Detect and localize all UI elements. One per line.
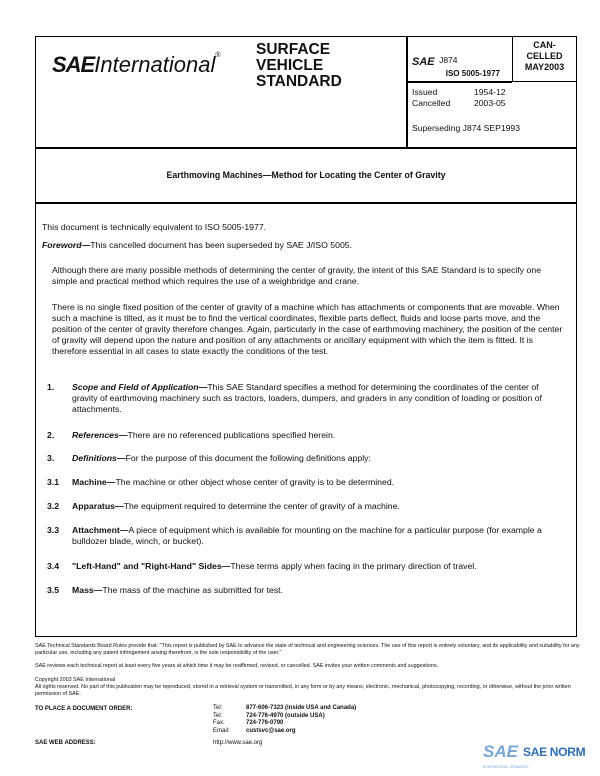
email-link[interactable]: custsvc@sae.org [246,727,296,734]
tel-2: 724-776-4970 (outside USA) [246,712,325,719]
fax: 724-776-0790 [246,720,284,726]
status-badge [512,40,577,73]
section-number: 2. [47,430,55,440]
section-heading: Mass— [72,585,103,595]
header-divider-horizontal [406,81,512,83]
watermark-sae: SAE [483,742,518,761]
standard-line-2: VEHICLE [256,57,324,74]
superseding: Superseding J874 SEP1993 [412,123,520,133]
iso-number: ISO 5005-1977 [445,69,500,78]
section-number: 3. [47,453,55,463]
section-3-1 [47,477,563,488]
standard-line-3: STANDARD [256,73,342,90]
status-line-2: CELLED [526,51,563,61]
issued-label: Issued [412,87,438,97]
standard-type [256,42,342,90]
section-text: This SAE Standard specifies a method for determining the coordinates of the center of gravity of earthmoving machinery such as tractors, loaders, dumpers, and graders in any condition of loading or position of attachments. [72,382,542,414]
intro-statement: This document is technically equivalent to ISO 5005-1977. [42,222,267,232]
section-number: 1. [47,382,55,392]
section-text: There are no referenced publications specified herein. [127,430,336,440]
section-heading: Attachment— [72,525,129,535]
tel2-label: Tel: [213,712,223,719]
section-number: 3.1 [47,477,60,487]
tel-label: Tel: [213,705,223,711]
watermark-norm: SAE NORM [523,745,586,759]
logo-sae-text: SAE [52,52,95,77]
web-label: SAE WEB ADDRESS: [35,740,96,746]
section-heading: Machine— [72,477,116,487]
sae-norm-watermark [483,742,598,774]
section-text: A piece of equipment which is available for mounting on the machine for a particular purpose (for example a bulldozer blade, winch, or bucket). [72,525,542,546]
section-3-2 [47,501,563,512]
section-text: These terms apply when facing in the primary direction of travel. [230,561,477,571]
watermark-sub: INTERNATIONAL • DRAWINGS [483,765,529,769]
section-3-5 [47,585,563,596]
section-heading: Scope and Field of Application— [72,382,208,392]
order-contacts [213,705,356,735]
document-title: Earthmoving Machines—Method for Locating the Center of Gravity [166,170,446,180]
footer-copyright: Copyright 2003 SAE International [35,677,116,683]
section-number: 3.2 [47,501,60,511]
section-text: The machine or other object whose center of gravity is to be determined. [115,477,395,487]
section-3 [47,453,563,464]
sae-logo [52,52,221,78]
email-label: Email: [213,727,230,734]
foreword [42,240,562,251]
section-heading: Definitions— [72,453,126,463]
fax-label: Fax: [213,720,225,726]
web-link[interactable]: http://www.sae.org [213,740,263,746]
order-label: TO PLACE A DOCUMENT ORDER: [35,706,133,712]
section-text: For the purpose of this document the following definitions apply: [125,453,371,463]
logo-international-text: International [94,52,216,77]
paragraph-1: Although there are many possible methods of determining the center of gravity, the intent of this SAE Standard is to specify one simple and practical method which requires the use of a weighbridge and crane. [52,265,542,286]
footer-rights: All rights reserved. No part of this publication may be reproduced, stored in a retrieval system or transmitted, in any form or by any means, electronic, mechanical, photocopying, recording, or otherwise, without the prior written permission of SAE. [35,684,571,697]
tel-1: 877-606-7323 (inside USA and Canada) [246,705,357,711]
section-text: The mass of the machine as submitted for test. [102,585,284,595]
foreword-label: Foreword— [42,240,91,250]
header-divider-vertical [406,36,408,148]
section-number: 3.3 [47,525,60,535]
section-heading: Apparatus— [72,501,124,511]
section-3-3 [47,525,563,547]
section-3-4 [47,561,563,572]
foreword-text: This cancelled document has been superseded by SAE J/ISO 5005. [90,240,353,250]
issue-dates [412,87,572,109]
issued-value: 1954-12 [474,87,506,97]
section-number: 3.5 [47,585,60,595]
section-1 [47,382,563,415]
section-text: The equipment required to determine the center of gravity of a machine. [123,501,400,511]
standard-line-1: SURFACE [256,41,331,58]
cancelled-value: 2003-05 [474,98,506,108]
paragraph-2: There is no single fixed position of the center of gravity of a machine which has attachments or components that are movable. When such a machine is tilted, as it must be to find the vertical coordinates, flexible parts deflect, fluids and loose parts move, and the position of the center of gravity therefore changes. Again, particularly in the case of earthmoving machinery, the position of the center of gravity will depend upon the nature and position of any attachments or ancillary equipment with which the item is fitted. It is therefore essential in all cases to state exactly the conditions of the test. [52,302,563,356]
section-2 [47,430,563,441]
doc-number: J874 [439,55,458,65]
footer-policy: SAE Technical Standards Board Rules provide that: "This report is published by SAE to advance the state of technical and engineering sciences. The use of this report is entirely voluntary, and its applicability and suitability for any particular use, including any patent infringement arising therefrom, is the sole responsibility of the user." [35,643,580,656]
doc-number-block [412,52,510,78]
section-heading: "Left-Hand" and "Right-Hand" Sides— [72,561,231,571]
logo-trademark: ® [215,52,221,59]
cancelled-label: Cancelled [412,98,451,108]
section-number: 3.4 [47,561,60,571]
footer-review: SAE reviews each technical report at least every five years at which time it may be reaffirmed, revised, or cancelled. SAE invites your written comments and suggestions. [35,663,439,669]
status-line-3: MAY2003 [524,62,565,72]
section-heading: References— [72,430,128,440]
badge-sae: SAE [412,56,435,68]
status-line-1: CAN- [533,40,556,50]
